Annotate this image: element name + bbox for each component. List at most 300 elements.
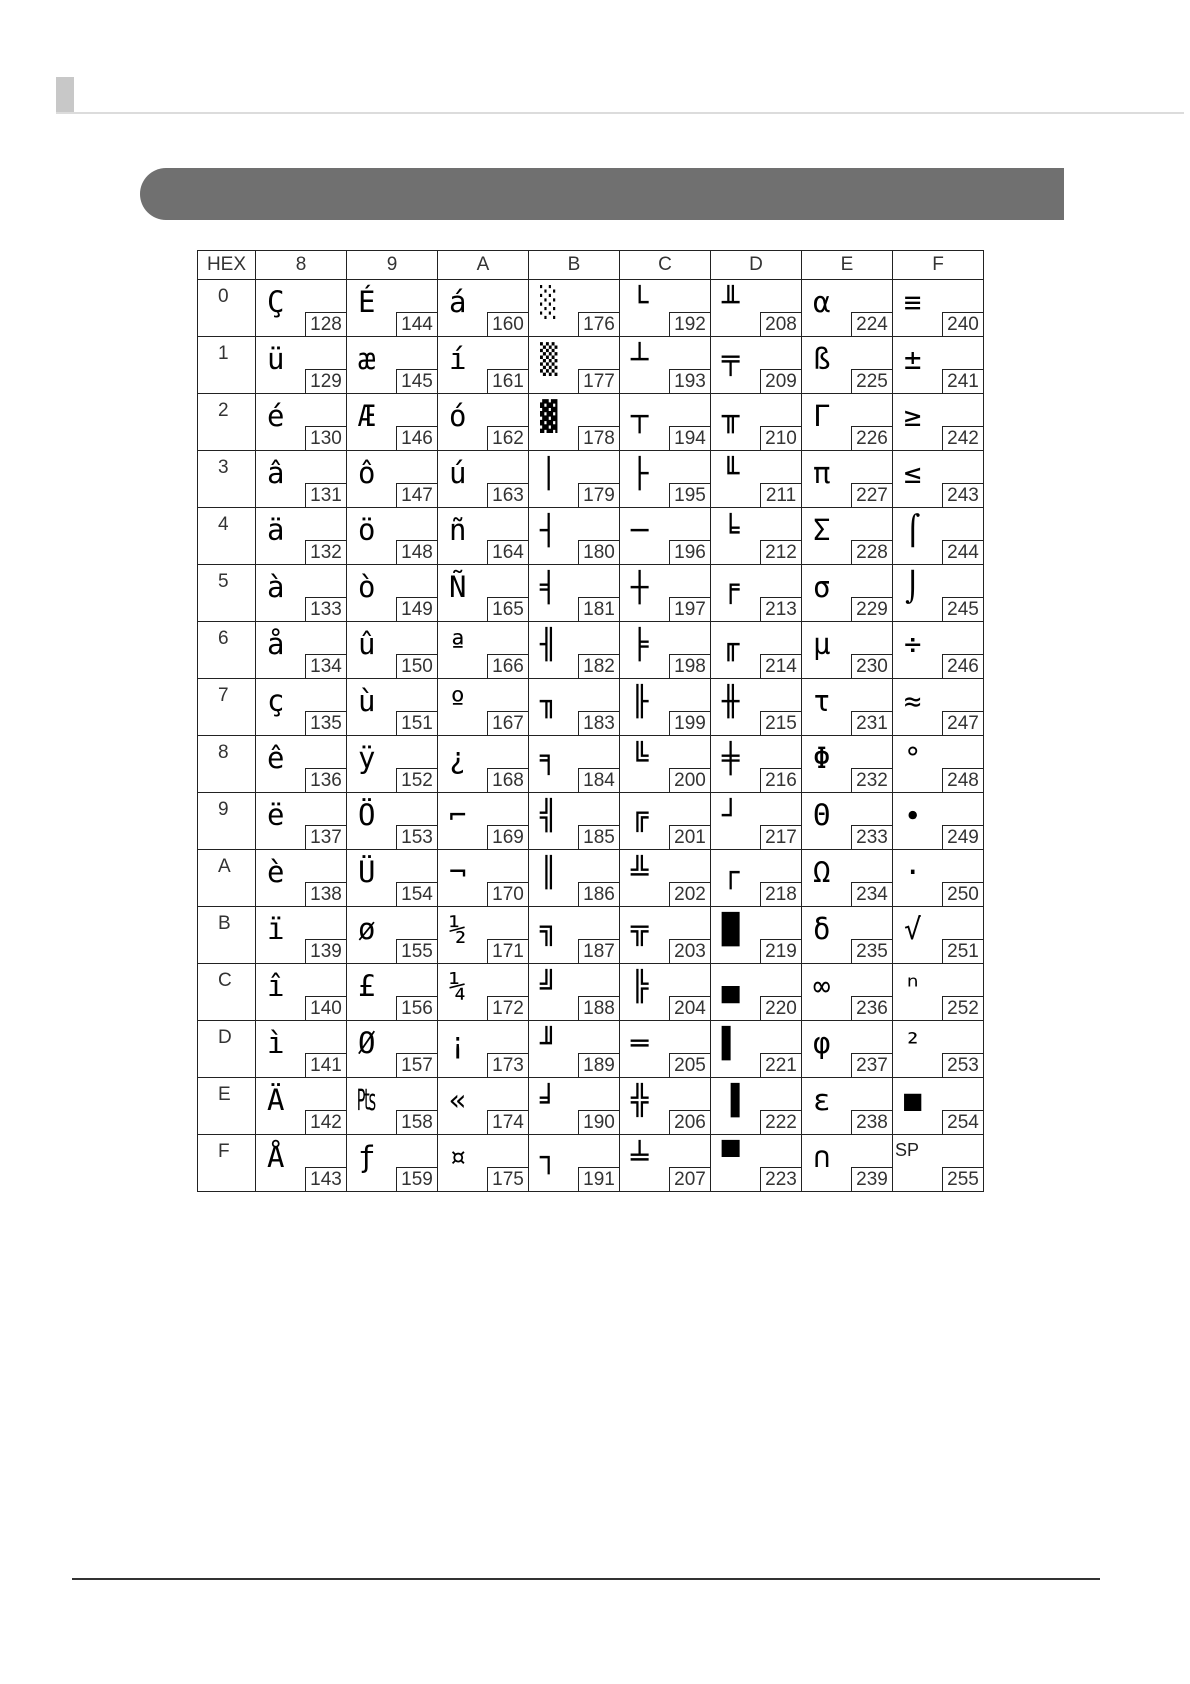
character-glyph: ò	[358, 570, 376, 604]
decimal-code: 217	[760, 825, 802, 850]
character-glyph: ┌	[722, 855, 740, 889]
column-header: D	[711, 251, 802, 280]
row-header	[198, 907, 256, 964]
character-glyph: └	[631, 285, 649, 319]
character-glyph: ╜	[540, 1026, 558, 1060]
character-cell	[893, 508, 984, 565]
character-cell	[347, 907, 438, 964]
decimal-code: 170	[487, 882, 529, 907]
character-glyph: ╘	[722, 513, 740, 547]
row-hex-label: 9	[218, 799, 229, 820]
character-cell	[529, 451, 620, 508]
decimal-code: 176	[578, 312, 620, 337]
decimal-code: 252	[942, 996, 984, 1021]
character-glyph: ▄	[722, 969, 740, 1003]
decimal-code: 162	[487, 426, 529, 451]
character-cell	[347, 736, 438, 793]
character-cell	[529, 1078, 620, 1135]
decimal-code: 242	[942, 426, 984, 451]
character-cell	[438, 394, 529, 451]
row-header	[198, 793, 256, 850]
character-cell	[802, 394, 893, 451]
character-cell	[802, 736, 893, 793]
character-glyph: ë	[267, 798, 285, 832]
character-cell	[347, 964, 438, 1021]
character-cell	[620, 508, 711, 565]
character-cell	[529, 793, 620, 850]
decimal-code: 164	[487, 540, 529, 565]
character-glyph: ª	[449, 627, 467, 661]
decimal-code: 228	[851, 540, 893, 565]
decimal-code: 211	[760, 483, 802, 508]
decimal-code: 204	[669, 996, 711, 1021]
character-glyph: ô	[358, 456, 376, 490]
decimal-code: 235	[851, 939, 893, 964]
character-cell	[529, 736, 620, 793]
decimal-code: 180	[578, 540, 620, 565]
table-row	[198, 850, 984, 907]
decimal-code: 202	[669, 882, 711, 907]
decimal-code: 224	[851, 312, 893, 337]
character-glyph: ▀	[722, 1140, 740, 1174]
decimal-code: 185	[578, 825, 620, 850]
decimal-code: 168	[487, 768, 529, 793]
decimal-code: 213	[760, 597, 802, 622]
character-cell	[256, 679, 347, 736]
character-cell	[256, 907, 347, 964]
character-cell	[711, 394, 802, 451]
character-cell	[347, 1021, 438, 1078]
decimal-code: 219	[760, 939, 802, 964]
row-header	[198, 394, 256, 451]
character-cell	[711, 451, 802, 508]
character-cell	[620, 622, 711, 679]
character-glyph: º	[449, 684, 467, 718]
decimal-code: 152	[396, 768, 438, 793]
character-glyph: ╨	[722, 285, 740, 319]
character-glyph: ±	[904, 342, 922, 376]
character-glyph: ╬	[631, 1083, 649, 1117]
row-header	[198, 850, 256, 907]
header-row	[198, 251, 984, 280]
character-cell	[893, 850, 984, 907]
character-cell	[438, 1021, 529, 1078]
character-cell	[529, 964, 620, 1021]
character-cell	[529, 394, 620, 451]
character-glyph: ¿	[449, 741, 467, 775]
row-hex-label: C	[218, 970, 232, 991]
decimal-code: 209	[760, 369, 802, 394]
decimal-code: 138	[305, 882, 347, 907]
character-glyph: ║	[540, 855, 558, 889]
decimal-code: 203	[669, 939, 711, 964]
character-cell	[711, 280, 802, 337]
character-cell	[256, 964, 347, 1021]
decimal-code: 254	[942, 1110, 984, 1135]
decimal-code: 145	[396, 369, 438, 394]
decimal-code: 248	[942, 768, 984, 793]
character-glyph: Ω	[813, 855, 831, 889]
character-glyph: £	[358, 969, 376, 1003]
decimal-code: 143	[305, 1167, 347, 1192]
decimal-code: 161	[487, 369, 529, 394]
decimal-code: 142	[305, 1110, 347, 1135]
character-glyph: è	[267, 855, 285, 889]
character-glyph: ▌	[722, 1026, 740, 1060]
character-cell	[711, 508, 802, 565]
character-cell	[893, 907, 984, 964]
table-row	[198, 337, 984, 394]
character-cell	[620, 907, 711, 964]
character-cell	[529, 907, 620, 964]
decimal-code: 226	[851, 426, 893, 451]
character-glyph: ╝	[540, 969, 558, 1003]
character-cell	[347, 394, 438, 451]
character-glyph: ï	[267, 912, 285, 946]
decimal-code: 222	[760, 1110, 802, 1135]
decimal-code: 178	[578, 426, 620, 451]
row-header	[198, 736, 256, 793]
decimal-code: 249	[942, 825, 984, 850]
decimal-code: 135	[305, 711, 347, 736]
character-cell	[256, 622, 347, 679]
character-glyph: Φ	[813, 741, 831, 775]
character-cell	[711, 964, 802, 1021]
decimal-code: 187	[578, 939, 620, 964]
character-glyph: ═	[631, 1026, 649, 1060]
table-row	[198, 1135, 984, 1192]
character-cell	[438, 280, 529, 337]
row-header	[198, 508, 256, 565]
character-cell	[802, 451, 893, 508]
row-hex-label: A	[218, 856, 231, 877]
character-glyph: ε	[813, 1083, 831, 1117]
character-glyph: ⌐	[449, 798, 467, 832]
decimal-code: 188	[578, 996, 620, 1021]
character-glyph: ├	[631, 456, 649, 490]
decimal-code: 160	[487, 312, 529, 337]
character-cell	[802, 280, 893, 337]
character-glyph: █	[722, 912, 740, 946]
character-glyph: ┬	[631, 399, 649, 433]
character-cell	[893, 793, 984, 850]
character-glyph: σ	[813, 570, 831, 604]
character-glyph: ╒	[722, 570, 740, 604]
decimal-code: 186	[578, 882, 620, 907]
row-header	[198, 964, 256, 1021]
column-header: B	[529, 251, 620, 280]
character-glyph: ╕	[540, 741, 558, 775]
character-cell	[802, 850, 893, 907]
decimal-code: 144	[396, 312, 438, 337]
decimal-code: 130	[305, 426, 347, 451]
character-glyph: π	[813, 456, 831, 490]
character-glyph: ÿ	[358, 741, 376, 775]
character-glyph: ¼	[449, 969, 467, 1003]
character-glyph: ╦	[631, 912, 649, 946]
decimal-code: 132	[305, 540, 347, 565]
character-cell	[802, 1021, 893, 1078]
decimal-code: 210	[760, 426, 802, 451]
decimal-code: 183	[578, 711, 620, 736]
decimal-code: 205	[669, 1053, 711, 1078]
character-cell	[802, 1135, 893, 1192]
decimal-code: 206	[669, 1110, 711, 1135]
decimal-code: 139	[305, 939, 347, 964]
character-cell	[438, 565, 529, 622]
character-glyph: ┴	[631, 342, 649, 376]
character-cell	[802, 622, 893, 679]
character-glyph: ■	[904, 1083, 922, 1117]
character-cell	[256, 280, 347, 337]
column-header: A	[438, 251, 529, 280]
character-glyph: ┤	[540, 513, 558, 547]
decimal-code: 163	[487, 483, 529, 508]
character-cell	[711, 736, 802, 793]
decimal-code: 175	[487, 1167, 529, 1192]
character-glyph: Ø	[358, 1026, 376, 1060]
decimal-code: 153	[396, 825, 438, 850]
character-cell	[893, 1135, 984, 1192]
character-cell	[893, 736, 984, 793]
column-header: C	[620, 251, 711, 280]
decimal-code: 150	[396, 654, 438, 679]
row-header	[198, 451, 256, 508]
decimal-code: 229	[851, 597, 893, 622]
character-cell	[256, 1078, 347, 1135]
decimal-code: 154	[396, 882, 438, 907]
decimal-code: 245	[942, 597, 984, 622]
decimal-code: 155	[396, 939, 438, 964]
character-cell	[347, 337, 438, 394]
character-glyph: Ä	[267, 1083, 285, 1117]
decimal-code: 225	[851, 369, 893, 394]
character-cell	[256, 736, 347, 793]
character-glyph: Ç	[267, 285, 285, 319]
character-cell	[711, 565, 802, 622]
character-glyph: í	[449, 342, 467, 376]
decimal-code: 172	[487, 996, 529, 1021]
decimal-code: 140	[305, 996, 347, 1021]
table-row	[198, 622, 984, 679]
character-glyph: ─	[631, 513, 649, 547]
character-cell	[347, 1078, 438, 1135]
row-header	[198, 337, 256, 394]
character-cell	[620, 964, 711, 1021]
character-cell	[620, 736, 711, 793]
character-cell	[347, 280, 438, 337]
character-glyph: Θ	[813, 798, 831, 832]
character-glyph: ø	[358, 912, 376, 946]
character-glyph: å	[267, 627, 285, 661]
footer-rule	[72, 1578, 1100, 1580]
row-header	[198, 280, 256, 337]
character-cell	[438, 1078, 529, 1135]
row-header	[198, 1021, 256, 1078]
character-glyph: ä	[267, 513, 285, 547]
character-glyph: ¤	[449, 1140, 467, 1174]
character-cell	[438, 964, 529, 1021]
decimal-code: 174	[487, 1110, 529, 1135]
character-cell	[620, 850, 711, 907]
character-glyph: ╚	[631, 741, 649, 775]
decimal-code: 255	[942, 1167, 984, 1192]
character-cell	[711, 1135, 802, 1192]
character-cell	[529, 679, 620, 736]
character-glyph: ╧	[631, 1140, 649, 1174]
character-glyph: ╩	[631, 855, 649, 889]
character-cell	[347, 1135, 438, 1192]
decimal-code: 239	[851, 1167, 893, 1192]
decimal-code: 146	[396, 426, 438, 451]
character-cell	[620, 793, 711, 850]
character-cell	[620, 1021, 711, 1078]
character-glyph: ½	[449, 912, 467, 946]
character-cell	[893, 964, 984, 1021]
decimal-code: 198	[669, 654, 711, 679]
row-header	[198, 1078, 256, 1135]
decimal-code: 218	[760, 882, 802, 907]
character-glyph: ╖	[540, 684, 558, 718]
decimal-code: 159	[396, 1167, 438, 1192]
character-cell	[529, 508, 620, 565]
decimal-code: 129	[305, 369, 347, 394]
decimal-code: 208	[760, 312, 802, 337]
table-row	[198, 565, 984, 622]
character-cell	[256, 337, 347, 394]
character-glyph: ╞	[631, 627, 649, 661]
character-glyph: é	[267, 399, 285, 433]
character-glyph: Æ	[358, 399, 376, 433]
character-glyph: ╪	[722, 741, 740, 775]
character-glyph: ≥	[904, 399, 922, 433]
character-cell	[802, 1078, 893, 1135]
table-body	[198, 280, 984, 1192]
character-glyph: É	[358, 285, 376, 319]
character-cell	[256, 1135, 347, 1192]
row-hex-label: 6	[218, 628, 229, 649]
row-hex-label: 1	[218, 343, 229, 364]
character-glyph: ñ	[449, 513, 467, 547]
character-cell	[711, 793, 802, 850]
character-cell	[256, 508, 347, 565]
row-hex-label: 4	[218, 514, 229, 535]
character-cell	[438, 1135, 529, 1192]
decimal-code: 149	[396, 597, 438, 622]
character-glyph: ╠	[631, 969, 649, 1003]
table-row	[198, 907, 984, 964]
character-glyph: Γ	[813, 399, 831, 433]
character-cell	[438, 337, 529, 394]
character-glyph: τ	[813, 684, 831, 718]
character-glyph: æ	[358, 342, 376, 376]
hex-corner-label: HEX	[198, 251, 256, 280]
character-glyph: ╔	[631, 798, 649, 832]
character-glyph: â	[267, 456, 285, 490]
decimal-code: 250	[942, 882, 984, 907]
decimal-code: 247	[942, 711, 984, 736]
row-hex-label: 2	[218, 400, 229, 421]
character-glyph: ü	[267, 342, 285, 376]
decimal-code: 230	[851, 654, 893, 679]
decimal-code: 200	[669, 768, 711, 793]
character-cell	[529, 565, 620, 622]
character-cell	[620, 1078, 711, 1135]
character-glyph: ╙	[722, 456, 740, 490]
character-cell	[347, 850, 438, 907]
decimal-code: 194	[669, 426, 711, 451]
character-cell	[529, 280, 620, 337]
character-cell	[893, 622, 984, 679]
decimal-code: 244	[942, 540, 984, 565]
character-cell	[438, 850, 529, 907]
character-glyph: SP	[895, 1140, 920, 1160]
character-cell	[438, 736, 529, 793]
character-glyph: î	[267, 969, 285, 1003]
character-cell	[438, 907, 529, 964]
decimal-code: 190	[578, 1110, 620, 1135]
table-row	[198, 964, 984, 1021]
column-header: 9	[347, 251, 438, 280]
character-cell	[438, 451, 529, 508]
character-glyph: │	[540, 456, 558, 490]
row-hex-label: 7	[218, 685, 229, 706]
character-cell	[347, 451, 438, 508]
decimal-code: 169	[487, 825, 529, 850]
decimal-code: 179	[578, 483, 620, 508]
character-glyph: ╤	[722, 342, 740, 376]
character-glyph: ┼	[631, 570, 649, 604]
character-code-table	[197, 250, 984, 1192]
character-glyph: ß	[813, 342, 831, 376]
character-cell	[347, 508, 438, 565]
character-glyph: ö	[358, 513, 376, 547]
character-cell	[438, 793, 529, 850]
decimal-code: 197	[669, 597, 711, 622]
character-glyph: α	[813, 285, 831, 319]
decimal-code: 201	[669, 825, 711, 850]
character-cell	[802, 508, 893, 565]
character-glyph: ╗	[540, 912, 558, 946]
decimal-code: 216	[760, 768, 802, 793]
decimal-code: 158	[396, 1110, 438, 1135]
character-cell	[347, 793, 438, 850]
character-glyph: ¬	[449, 855, 467, 889]
character-glyph: µ	[813, 627, 831, 661]
character-glyph: ╫	[722, 684, 740, 718]
row-header	[198, 622, 256, 679]
character-cell	[802, 964, 893, 1021]
character-cell	[620, 280, 711, 337]
decimal-code: 173	[487, 1053, 529, 1078]
character-cell	[711, 907, 802, 964]
decimal-code: 241	[942, 369, 984, 394]
character-glyph: á	[449, 285, 467, 319]
decimal-code: 177	[578, 369, 620, 394]
decimal-code: 214	[760, 654, 802, 679]
decimal-code: 233	[851, 825, 893, 850]
table-row	[198, 1078, 984, 1135]
character-cell	[802, 337, 893, 394]
character-cell	[347, 622, 438, 679]
character-cell	[347, 679, 438, 736]
character-glyph: ≡	[904, 285, 922, 319]
character-glyph: ░	[540, 285, 558, 319]
decimal-code: 223	[760, 1167, 802, 1192]
table-row	[198, 1021, 984, 1078]
character-cell	[256, 793, 347, 850]
decimal-code: 137	[305, 825, 347, 850]
